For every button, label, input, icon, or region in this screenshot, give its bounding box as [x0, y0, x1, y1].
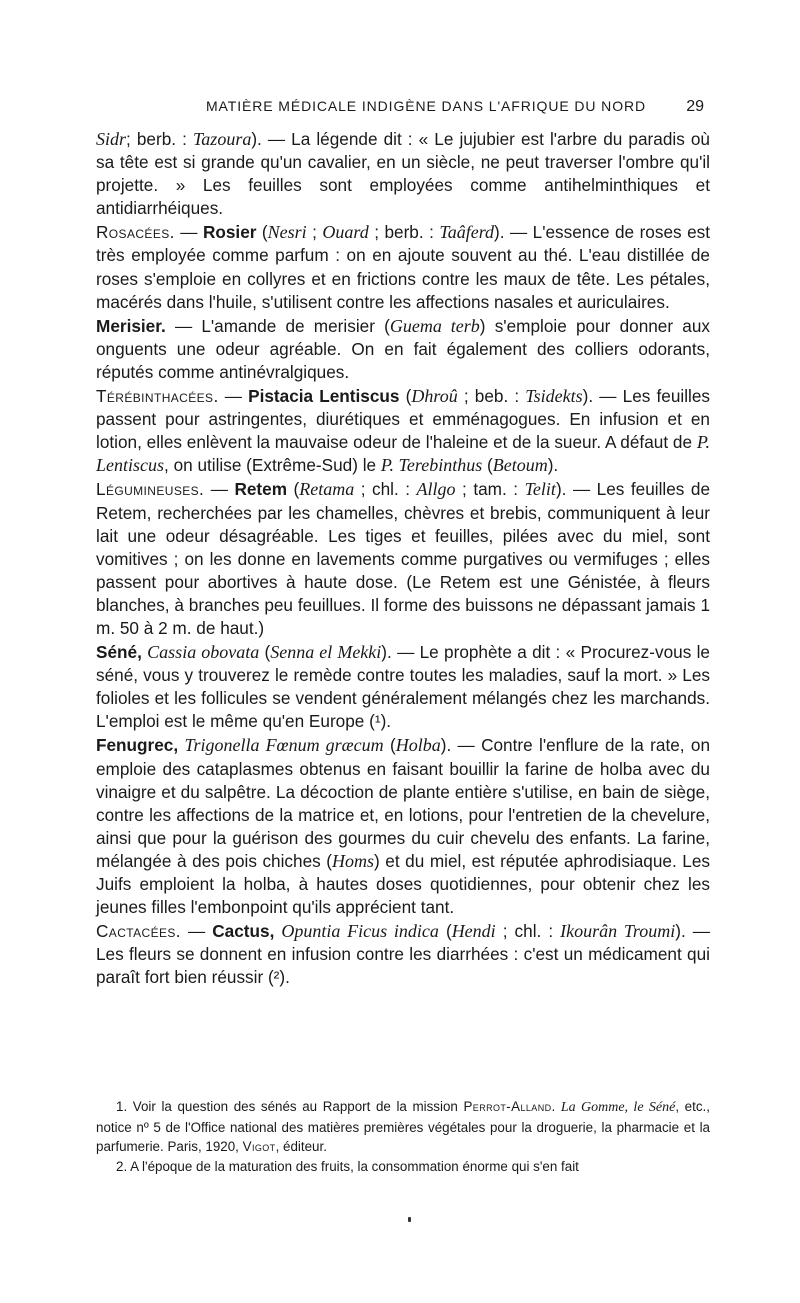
paragraph-jujubier	[96, 128, 710, 220]
footnote-segment: 2. A l'époque de la maturation des fruits, la consommation énorme qui s'en fait	[116, 1158, 579, 1174]
text-segment: ; berb. :	[126, 129, 193, 149]
text-segment: (	[383, 735, 396, 756]
footnote-segment: .	[551, 1099, 561, 1114]
page-header	[96, 98, 708, 120]
text-segment: ) et du miel, est réputée aphrodisiaque. Les Juifs emploient la holba, à hautes doses quotidiennes, pour obtenir chez les jeunes filles l'embonpoint qu'ils apprécient tant.	[96, 850, 710, 918]
text-segment: ; berb. :	[368, 222, 440, 243]
text-segment: Sidr	[96, 129, 127, 149]
text-segment: ). — L'essence de roses est très employée comme parfum : on en ajoute souvent au thé. L'eau distillée de roses s'emploie en collyres et en frictions contre les maux de tête. Les pétales, macérés dans l'huile, s'utilisent contre les affections nasales et auriculaires.	[96, 222, 711, 312]
text-segment: ). — Les feuilles de Retem, recherchées par les chamelles, chèvres et brebis, communiquent à leur lait une odeur désagréable. Les tiges et feuilles, pilées avec du miel, sont vomitives ; on les donne en lavements comme purgatives ou vermifuges ; elles passent pour abortives à haute dose. (Le Retem est une Génistée, à fleurs blanches, à branches peu feuillues. Il forme des buissons ne dépassant jamais 1 m. 50 à 2 m. de haut.)	[96, 479, 710, 638]
footnote-1	[96, 1097, 710, 1157]
text-segment: (	[286, 479, 300, 500]
text-segment: Retem	[234, 479, 287, 500]
footnote-segment: , éditeur.	[275, 1139, 327, 1154]
footnote-segment: 1. Voir la question des sénés au Rapport de la mission	[116, 1099, 464, 1114]
text-segment: Merisier.	[96, 315, 166, 336]
text-segment: Senna el Mekki	[270, 642, 382, 663]
text-segment: ).	[547, 455, 559, 476]
text-segment: Taâferd	[439, 222, 495, 243]
text-segment: —	[204, 479, 235, 500]
text-segment: Pistacia Lentiscus	[248, 386, 400, 407]
text-segment: Retama	[299, 479, 355, 500]
paragraph-cactacees	[96, 920, 710, 989]
page-number: 29	[686, 98, 704, 115]
print-speck	[408, 1217, 411, 1222]
text-segment: ). — Les fleurs se donnent en infusion contre les diarrhées : c'est un médicament qui paraît fort bien réussir (²).	[96, 921, 710, 988]
footnotes	[96, 1097, 710, 1176]
running-title: MATIÈRE MÉDICALE INDIGÈNE DANS L'AFRIQUE DU NORD	[206, 98, 646, 114]
text-segment: —	[180, 921, 213, 942]
paragraph-merisier	[96, 315, 710, 384]
text-segment: (	[259, 642, 271, 663]
footnote-segment: La Gomme, le Séné	[560, 1100, 676, 1115]
text-segment: Opuntia Ficus indica	[281, 921, 439, 942]
paragraph-terebinthacees	[96, 385, 710, 477]
text-segment: ; beb. :	[457, 386, 526, 407]
footnote-2	[96, 1157, 710, 1177]
text-segment: (	[438, 921, 452, 942]
text-segment: Guema terb	[389, 315, 480, 336]
text-segment: —	[218, 386, 249, 407]
text-segment: ;	[306, 222, 323, 243]
text-segment: Telit	[524, 479, 556, 500]
text-segment: ; chl. :	[495, 921, 561, 942]
text-segment: Rosier	[202, 222, 257, 243]
text-segment: (	[399, 386, 412, 407]
text-segment: Dhroû	[411, 386, 458, 407]
text-segment: Légumineuses.	[96, 479, 205, 500]
text-segment: Tazoura	[192, 129, 252, 149]
text-segment: ) s'emploie pour donner aux onguents une odeur agréable. On en fait également des colliers odorants, réputés comme antinévralgiques.	[96, 315, 711, 382]
text-segment: Holba	[395, 735, 441, 756]
text-segment: — L'amande de merisier (	[165, 315, 390, 336]
text-segment: Betoum	[492, 455, 548, 476]
text-segment: Cactus,	[212, 921, 275, 942]
text-segment: Ikourân Troumi	[560, 921, 676, 942]
text-segment: Cactacées.	[96, 921, 181, 942]
text-segment: (	[482, 455, 493, 476]
text-segment: Térébinthacées.	[96, 386, 219, 407]
text-segment: Nesri	[267, 222, 307, 243]
text-segment: (	[256, 222, 268, 243]
text-segment: Allgo	[416, 479, 456, 500]
body-text	[96, 128, 710, 989]
paragraph-sene	[96, 641, 710, 733]
text-segment: Séné,	[96, 642, 142, 663]
paragraph-legumineuses	[96, 478, 710, 640]
text-segment: ). — Le prophète a dit : « Procurez-vous le séné, vous y trouverez le remède contre toutes les maladies, sauf la mort. » Les folioles et les follicules se vendent généralement mélangés chez les marchands. L'emploi est le même qu'en Europe (¹).	[96, 642, 710, 732]
text-segment: Rosacées.	[96, 222, 175, 243]
paragraph-rosacees	[96, 221, 710, 313]
text-segment: ). — La légende dit : « Le jujubier est l'arbre du paradis où sa tête est si grande qu'un cavalier, en un siècle, ne peut traverser l'ombre qu'il projette. » Les feuilles sont employées comme antihelminthiques et antidiarrhéiques.	[96, 129, 710, 219]
text-segment: Trigonella Fœnum græcum	[184, 735, 384, 756]
text-segment: —	[174, 222, 203, 243]
text-segment: Fenugrec,	[96, 735, 179, 756]
text-segment: ). — Contre l'enflure de la rate, on emploie des cataplasmes obtenus en faisant bouillir la farine de holba avec du vinaigre et du salpêtre. La décoction de plante entière s'utilise, en bain de siège, contre les affections de la matrice et, en lotions, pour l'entretien de la chevelure, ainsi que pour la guérison des gourmes du cuir chevelu des enfants. La farine, mélangée à des pois chiches (	[96, 735, 711, 871]
text-segment: , on utilise (Extrême-Sud) le	[164, 455, 381, 476]
text-segment: Hendi	[451, 921, 496, 942]
footnote-segment: Perrot-Alland	[463, 1099, 552, 1114]
text-segment: Cassia obovata	[147, 642, 260, 663]
footnote-segment: , etc., notice nº 5 de l'Office national des matières premières végétales pour la droguerie, la pharmacie et la parfumerie. Paris, 1920,	[96, 1099, 710, 1154]
text-segment: P. Lentiscus	[96, 432, 710, 476]
text-segment: ; chl. :	[354, 479, 417, 500]
text-segment: Tsidekts	[525, 386, 583, 407]
text-segment: Ouard	[322, 222, 369, 243]
text-segment: ). — Les feuilles passent pour astringentes, diurétiques et emménagogues. En infusion et en lotion, elles enlèvent la mauvaise odeur de l'haleine et de la sueur. A défaut de	[96, 386, 710, 453]
paragraph-fenugrec	[96, 734, 710, 919]
text-segment: ; tam. :	[455, 479, 525, 500]
text-segment: P. Terebinthus	[380, 455, 483, 476]
text-segment: Homs	[332, 850, 375, 871]
footnote-segment: Vigot	[242, 1139, 276, 1154]
